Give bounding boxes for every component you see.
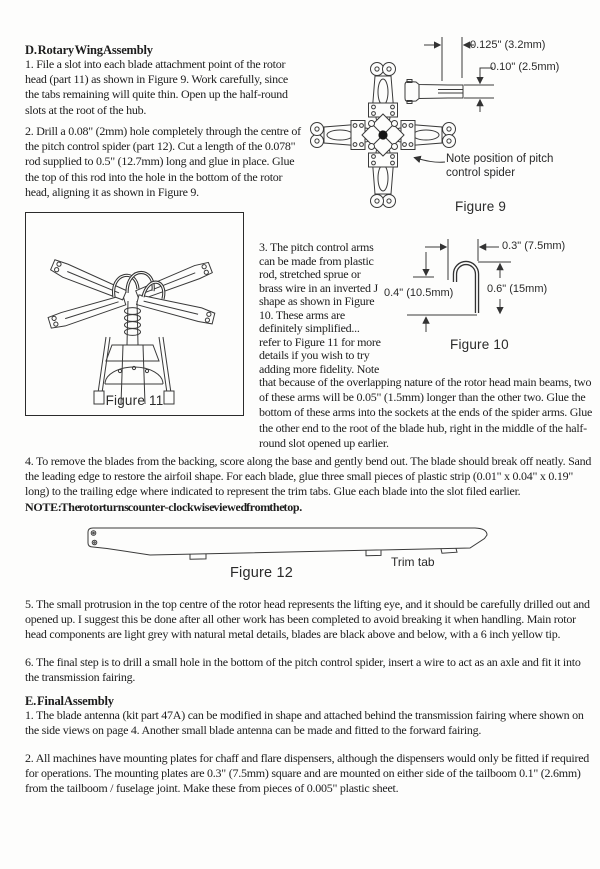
inverted-j-wire	[455, 263, 477, 313]
figure10-caption: Figure 10	[450, 337, 509, 352]
section-d-step4: 4. To remove the blades from the backing, score along the base and gently bend out. The blade should break off neatly. Sand the leading edge to restore the airfoil shape. For each blade, glue three small pieces of plastic strip (0.01" x 0.04" x 0.19" long) to the trailing edge where indicated to represent the trim tabs. Glue each blade into the slot filed earlier.	[25, 454, 592, 499]
section-d-step1: 1. File a slot into each blade attachment point of the rotor head (part 11) as shown in Figure 9. Work carefully, since the tabs remaining will quite thin. Open up the half-round slots at the root of the hub.	[25, 57, 289, 117]
figure9-dim-thickness-label: 0.10" (2.5mm)	[490, 61, 560, 73]
figure12-trim-tab-label: Trim tab	[391, 555, 435, 569]
pitch-control-spider	[362, 114, 404, 156]
figure11-caption: Figure 11	[105, 393, 164, 408]
section-d-step3-continued: that because of the overlapping nature of the rotor head main beams, two of these arms will be 0.05" (1.5mm) longer than the other two. Glue the bottom of these arms into the sockets at the ends of the spider arms. Glue the other end to the root of the blade hub, right in the middle of the half-round slot opened up earlier.	[259, 375, 593, 450]
figure9-rotor-head-diagram	[288, 28, 600, 228]
section-d-step4-note: NOTE: The rotor turns counter-clockwise viewed from the top.	[25, 500, 302, 514]
figure10-dim-left-label: 0.4" (10.5mm)	[384, 287, 454, 299]
section-e-heading: E. Final Assembly	[25, 694, 114, 708]
section-e-step2: 2. All machines have mounting plates for chaff and flare dispensers, although the dispensers would only be fitted if required for operations. The mounting plates are 0.3" (7.5mm) square and are mounted on either side of the tailboom 0.1" (2.6mm) from the tailboom / fuselage joint. Make these from pieces of 0.005" plastic sheet.	[25, 751, 590, 796]
figure9-note-label: Note position of pitch control spider	[446, 153, 554, 179]
section-d-step2: 2. Drill a 0.08" (2mm) hole completely through the centre of the pitch control spider (part 12). Cut a length of the 0.078" rod supplied to 0.5" (12.7mm) long and glue in place. Glue the top of this rod into the hole in the bottom of the rotor head, aligning it as shown in Figure 9.	[25, 124, 301, 199]
figure10-dim-top-label: 0.3" (7.5mm)	[502, 240, 566, 252]
figure10-dim-right-label: 0.6" (15mm)	[487, 283, 548, 295]
section-d-heading: D. Rotary Wing Assembly	[25, 43, 153, 57]
dimension-010	[464, 68, 494, 112]
dimension-03	[425, 239, 499, 280]
rotor-mast	[125, 301, 141, 345]
figure12-caption: Figure 12	[230, 565, 294, 581]
figure9-dim-width-label: 0.125" (3.2mm)	[470, 39, 546, 51]
section-d-step3-column: 3. The pitch control arms can be made from plastic rod, stretched sprue or brass wire in an inverted J shape as shown in Figure 10. These arms are definitely simplified... refer to Figure 11 for more details if you wish to try adding more fidelity. Note	[259, 240, 381, 376]
note-leader-line	[414, 158, 445, 163]
section-e-step1: 1. The blade antenna (kit part 47A) can be modified in shape and attached behind the transmission fairing where shown on the side views on page 4. Another small blade antenna can be made and fitted to the forward fairing.	[25, 708, 584, 738]
dimension-0125	[424, 37, 474, 81]
figure11-assembly-drawing	[26, 213, 243, 415]
arm-side-view	[405, 80, 463, 104]
figure9-caption: Figure 9	[455, 199, 507, 214]
figure11-frame	[25, 212, 244, 416]
section-d-step5: 5. The small protrusion in the top centre of the rotor head represents the lifting eye, and it should be carefully drilled out and opened up. I suggest this be done after all other work has been completed to avoid breaking it when handling. Main rotor head components are light grey with natural metal details, blades are black above and below, with a 6 inch yellow tip.	[25, 597, 590, 642]
blade-outline	[88, 528, 487, 555]
section-d-step6: 6. The final step is to drill a small hole in the bottom of the pitch control spider, insert a wire to act as an axle and fit it into the transmission fairing.	[25, 655, 581, 685]
